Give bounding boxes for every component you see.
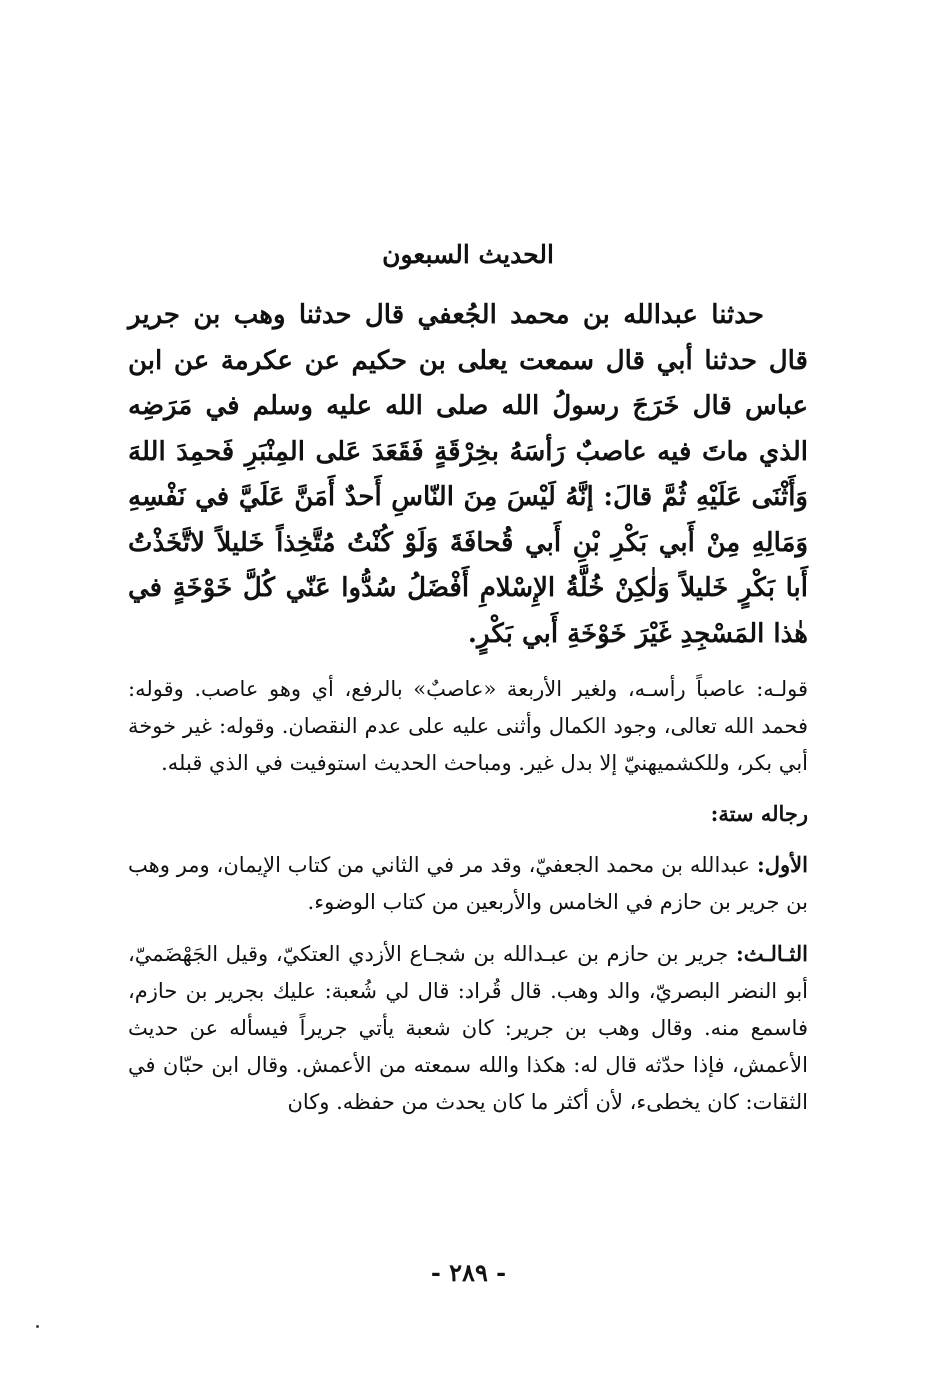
- hadith-text: [128, 293, 808, 657]
- narrators-heading: رجاله ستة:: [710, 801, 808, 826]
- narrator-entry-first: [128, 846, 808, 921]
- page-number: - ٢٨٩ -: [430, 1258, 507, 1287]
- scan-speck: [36, 1325, 39, 1328]
- narrator-text: جرير بن حازم بن عبـدالله بن شجـاع الأزدي العتكيّ، وقيل الجَهْضَميّ، أبو النضر البصريّ، والد وهب. قال قُراد: قال لي شُعبة: عليك بجرير بن حازم، فاسمع منه. وقال وهب بن جرير: كان شعبة يأتي جريراً فيسأله عن حديث الأعمش، فإذا حدّثه قال له: هكذا والله سمعته من الأعمش. وقال ابن حبّان في الثقات: كان يخطىء، لأن أكثر ما كان يحدث من حفظه. وكان: [128, 942, 808, 1114]
- page-body: [128, 235, 808, 1121]
- chapter-title: الحديث السبعون: [382, 240, 554, 269]
- commentary-paragraph: قولـه: عاصباً رأسـه، ولغير الأربعة «عاصبٌ» بالرفع، أي وهو عاصب. وقوله: فحمد الله تعالى، وجود الكمال وأثنى عليه على عدم النقصان. وقوله: غير خوخة أبي بكر، وللكشميهنيّ إلا بدل غير. ومباحث الحديث استوفيت في الذي قبله.: [128, 677, 808, 775]
- narrator-entry-third: [128, 935, 808, 1121]
- narrator-label: الأول:: [757, 852, 808, 877]
- hadith-body: حدثنا عبدالله بن محمد الجُعفي قال حدثنا وهب بن جرير قال حدثنا أبي قال سمعت يعلى بن حكيم عن عكرمة عن ابن عباس قال خَرَجَ رسولُ الله صلى الله عليه وسلم في مَرَضِه الذي ماتَ فيه عاصبٌ رَأسَهُ بخِرْقَةٍ فَقَعَدَ عَلى المِنْبَرِ فَحمِدَ اللهَ وَأَثْنَى عَلَيْهِ ثُمَّ قالَ: إنَّهُ لَيْسَ مِنَ النّاسِ أَحدٌ أَمَنَّ عَلَيَّ في نَفْسِهِ وَمَالِهِ مِنْ أَبي بَكْرِ بْنِ أَبي قُحافَةَ وَلَوْ كُنْتُ مُتَّخِذاً خَليلاً لاتَّخَذْتُ أَبا بَكْرٍ خَليلاً وَلٰكِنْ خُلَّةُ الإِسْلامِ أَفْضَلُ سُدُّوا عَنّي كُلَّ خَوْخَةٍ في هٰذا المَسْجِدِ غَيْرَ خَوْخَةِ أَبي بَكْرٍ.: [128, 300, 808, 649]
- narrator-label: الثـالـث:: [735, 941, 808, 966]
- narrator-text: عبدالله بن محمد الجعفيّ، وقد مر في الثاني من كتاب الإيمان، ومر وهب بن جرير بن حازم في الخامس والأربعين من كتاب الوضوء.: [128, 853, 808, 914]
